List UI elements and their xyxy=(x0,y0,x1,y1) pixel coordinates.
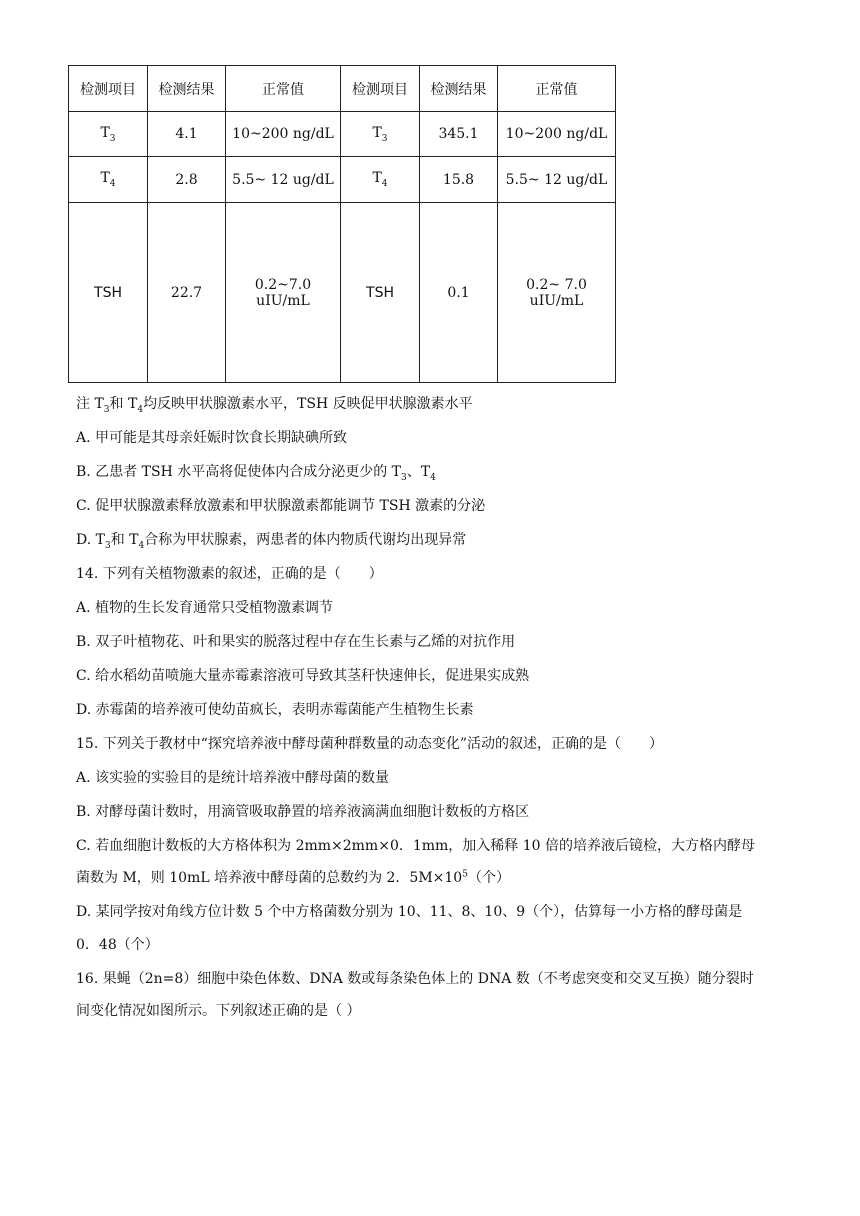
normal-cell: 0.2~7.0 uIU/mL xyxy=(226,203,341,383)
normal-cell: 10~200 ng/dL xyxy=(498,112,616,157)
header-cell: 正常值 xyxy=(498,66,616,112)
item-cell xyxy=(69,112,148,157)
item-subscript: 4 xyxy=(381,178,388,189)
q15-option-b: B. 对酵母菌计数时，用滴管吸取静置的培养液滴满血细胞计数板的方格区 xyxy=(76,804,530,820)
q13-option-a: A. 甲可能是其母亲妊娠时饮食长期缺碘所致 xyxy=(76,430,348,446)
q14-option-c: C. 给水稻幼苗喷施大量赤霉素溶液可导致其茎秆快速伸长，促进果实成熟 xyxy=(76,668,530,684)
result-cell: 4.1 xyxy=(148,112,226,157)
q14-option-b: B. 双子叶植物花、叶和果实的脱落过程中存在生长素与乙烯的对抗作用 xyxy=(76,634,516,650)
table-note: 注 $T_3$和 $T_4$均反映甲状腺激素水平，TSH 反映促甲状腺激素水平 xyxy=(76,396,473,415)
q14-option-d: D. 赤霉菌的培养液可使幼苗疯长，表明赤霉菌能产生植物生长素 xyxy=(76,702,474,718)
table-row xyxy=(69,203,616,383)
normal-cell: 0.2~ 7.0 uIU/mL xyxy=(498,203,616,383)
table-row xyxy=(69,112,616,157)
result-cell: 22.7 xyxy=(148,203,226,383)
q15-option-d-line2: 0．48（个） xyxy=(76,937,159,953)
q15-option-c-line2: 菌数为 M，则 10mL 培养液中酵母菌的总数约为 2．$5M\times 10^5$（个） xyxy=(76,869,510,886)
q15-option-a: A. 该实验的实验目的是统计培养液中酵母菌的数量 xyxy=(76,770,390,786)
item-subscript: 4 xyxy=(109,178,116,189)
item-cell xyxy=(341,157,420,203)
q16-stem-line1: 16. 果蝇（2n=8）细胞中染色体数、DNA 数或每条染色体上的 DNA 数（不考虑突变和交叉互换）随分裂时 xyxy=(76,971,754,987)
item-name: T xyxy=(372,124,382,141)
item-cell: TSH xyxy=(69,203,148,383)
q14-stem: 14. 下列有关植物激素的叙述，正确的是（ ） xyxy=(76,566,383,582)
result-cell: 2.8 xyxy=(148,157,226,203)
result-cell: 15.8 xyxy=(420,157,498,203)
item-name: T xyxy=(372,170,382,187)
q13-option-c: C. 促甲状腺激素释放激素和甲状腺激素都能调节 TSH 激素的分泌 xyxy=(76,498,486,514)
item-subscript: 3 xyxy=(381,133,388,144)
item-cell: TSH xyxy=(341,203,420,383)
q13-option-d: D. $T_3$和 $T_4$合称为甲状腺素，两患者的体内物质代谢均出现异常 xyxy=(76,532,467,551)
header-cell: 检测结果 xyxy=(420,66,498,112)
item-cell xyxy=(69,157,148,203)
table-header-row xyxy=(69,66,616,112)
item-cell xyxy=(341,112,420,157)
q13-option-b: B. 乙患者 TSH 水平高将促使体内合成分泌更少的 $T_3$、$T_4$ xyxy=(76,464,436,483)
table-row xyxy=(69,157,616,203)
header-cell: 检测项目 xyxy=(341,66,420,112)
header-cell: 检测结果 xyxy=(148,66,226,112)
q16-stem-line2: 间变化情况如图所示。下列叙述正确的是（ ） xyxy=(76,1003,361,1019)
item-subscript: 3 xyxy=(109,133,116,144)
result-cell: 345.1 xyxy=(420,112,498,157)
result-cell: 0.1 xyxy=(420,203,498,383)
normal-cell: 5.5~ 12 ug/dL xyxy=(226,157,341,203)
item-name: T xyxy=(100,170,110,187)
normal-cell: 10~200 ng/dL xyxy=(226,112,341,157)
item-name: T xyxy=(100,124,110,141)
thyroid-results-table xyxy=(68,65,616,383)
header-cell: 检测项目 xyxy=(69,66,148,112)
normal-cell: 5.5~ 12 ug/dL xyxy=(498,157,616,203)
q14-option-a: A. 植物的生长发育通常只受植物激素调节 xyxy=(76,600,334,616)
q15-option-d-line1: D. 某同学按对角线方位计数 5 个中方格菌数分别为 10、11、8、10、9（个），估算每一小方格的酵母菌是 xyxy=(76,904,743,920)
header-cell: 正常值 xyxy=(226,66,341,112)
q15-option-c-line1: C. 若血细胞计数板的大方格体积为 2mm×2mm×0．1mm，加入稀释 10 倍的培养液后镜检，大方格内酵母 xyxy=(76,838,756,854)
q15-stem: 15. 下列关于教材中“探究培养液中酵母菌种群数量的动态变化”活动的叙述，正确的是（ ） xyxy=(76,736,664,752)
